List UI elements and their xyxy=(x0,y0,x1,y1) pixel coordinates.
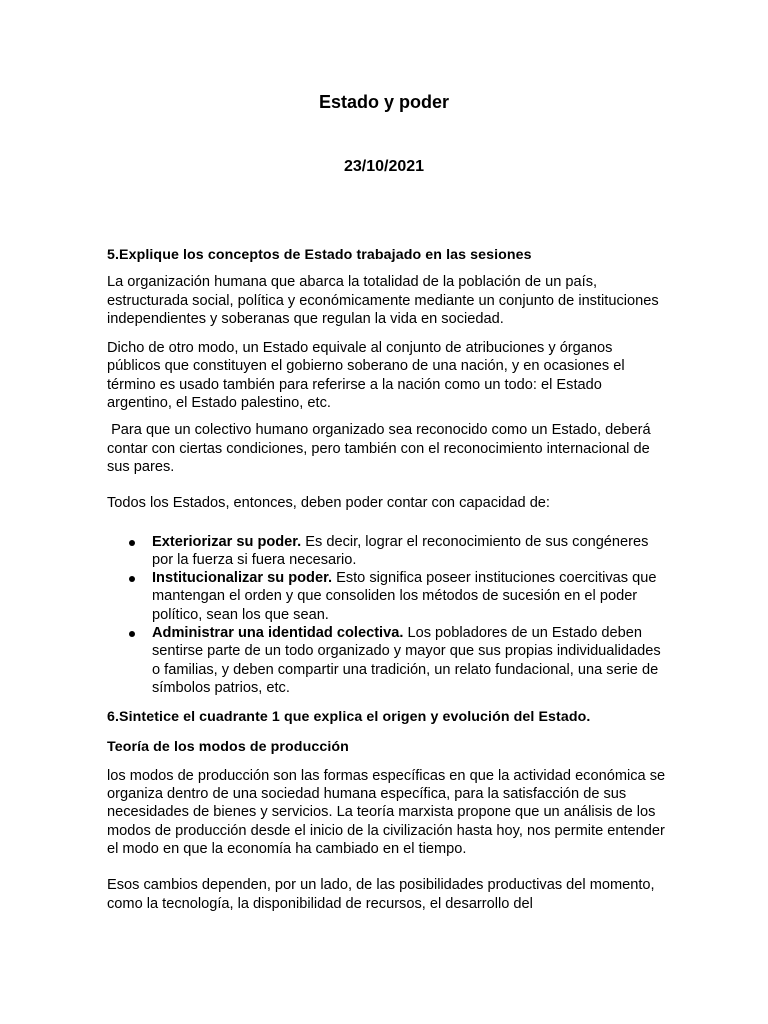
section-subheading: Teoría de los modos de producción xyxy=(107,738,349,755)
list-item-text: Los pobladores de un Estado deben sentirse parte de un todo organizado y mayor que sus propias individualidades o familias, y deben compartir una tradición, un relato fundacional, una serie de símbolos patrios, etc. xyxy=(152,625,661,696)
paragraph-4: Todos los Estados, entonces, deben poder contar con capacidad de: xyxy=(107,495,550,512)
capacity-list xyxy=(107,533,667,698)
paragraph-5: los modos de producción son las formas específicas en que la actividad económica se organiza dentro de una sociedad humana específica, para la satisfacción de sus necesidades de bienes y servicios. La teoría marxista propone que un análisis de los modos de producción desde el inicio de la civilización hasta hoy, nos permite entender el modo en que la economía ha cambiado en el tiempo. xyxy=(107,767,666,858)
bullet-icon xyxy=(129,576,135,582)
list-item-term: Exteriorizar su poder. xyxy=(152,533,302,550)
paragraph-6: Esos cambios dependen, por un lado, de las posibilidades productivas del momento, como la tecnología, la disponibilidad de recursos, el desarrollo del xyxy=(107,877,655,912)
document-title: Estado y poder xyxy=(318,92,450,112)
question-6-heading: 6.Sintetice el cuadrante 1 que explica el origen y evolución del Estado. xyxy=(107,709,591,726)
document-date: 23/10/2021 xyxy=(343,158,425,175)
paragraph-3: Para que un colectivo humano organizado sea reconocido como un Estado, deberá contar con ciertas condiciones, pero también con el reconocimiento internacional de sus pares. xyxy=(107,422,655,475)
paragraph-1: La organización humana que abarca la totalidad de la población de un país, estructurada social, política y económicamente mediante un conjunto de instituciones independientes y soberanas que regulan la vida en sociedad. xyxy=(107,274,659,327)
paragraph-2: Dicho de otro modo, un Estado equivale al conjunto de atribuciones y órganos públicos que constituyen el gobierno soberano de una nación, y en ocasiones el término es usado también para referirse a la nación como un todo: el Estado argentino, el Estado palestino, etc. xyxy=(107,340,625,412)
list-item xyxy=(107,569,667,624)
list-item xyxy=(107,624,667,697)
list-item-term: Institucionalizar su poder. xyxy=(152,570,333,587)
bullet-icon xyxy=(129,631,135,637)
list-item-text: Es decir, lograr el reconocimiento de sus congéneres por la fuerza si fuera necesario. xyxy=(152,533,649,568)
list-item-text: Esto significa poseer instituciones coercitivas que mantengan el orden y que consoliden los métodos de sucesión en el poder político, sean los que sean. xyxy=(152,570,657,623)
document-body xyxy=(107,246,667,913)
bullet-icon xyxy=(129,540,135,546)
list-item xyxy=(107,533,667,570)
question-5-heading: 5.Explique los conceptos de Estado trabajado en las sesiones xyxy=(107,247,532,263)
list-item-term: Administrar una identidad colectiva. xyxy=(152,625,404,642)
